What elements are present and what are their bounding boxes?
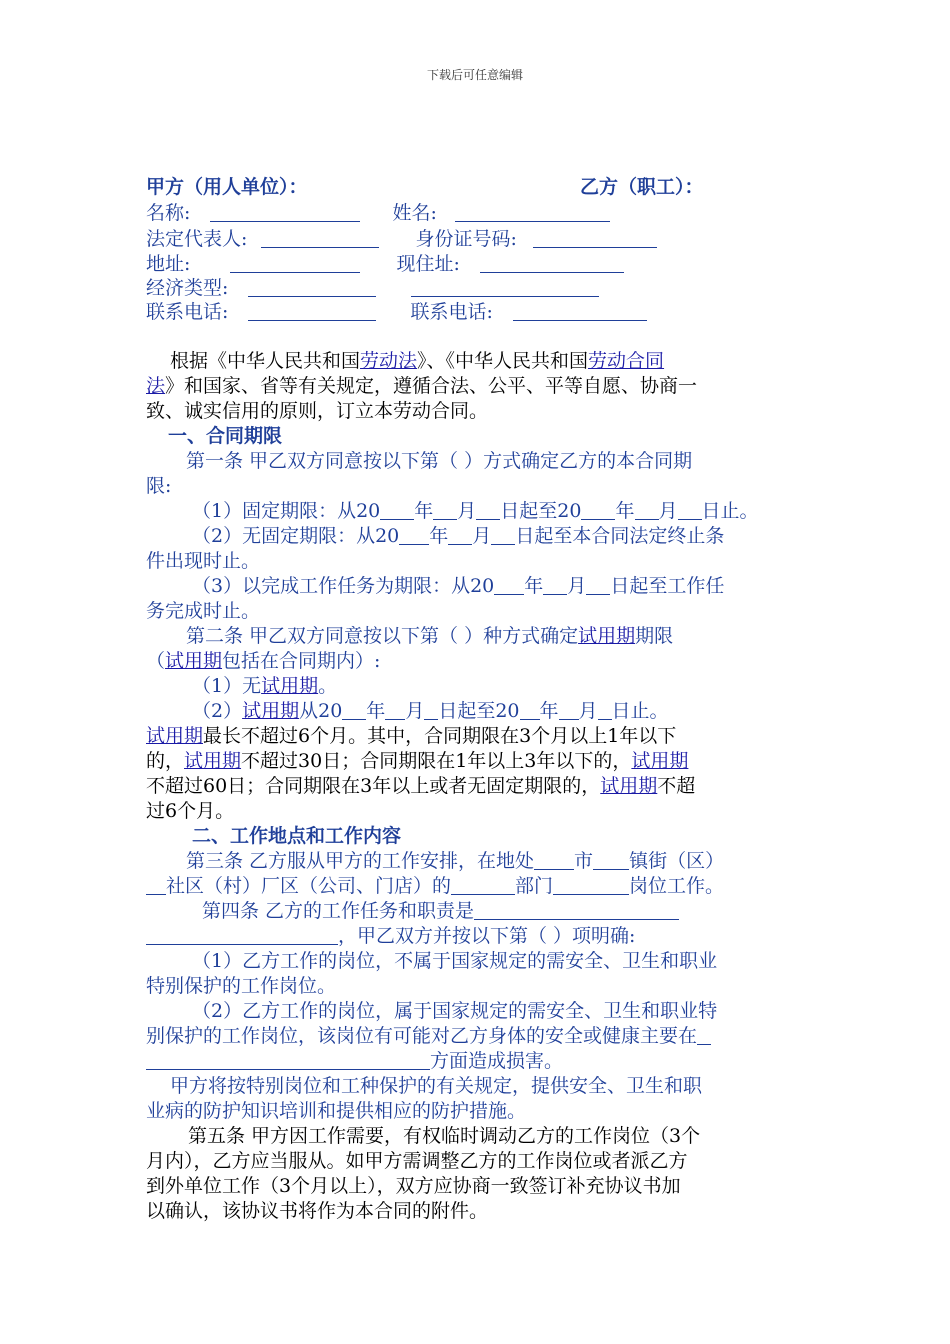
probation-note-line-2 xyxy=(146,749,688,773)
id-number-label: 身份证号码: xyxy=(415,228,517,250)
option-2-open-term xyxy=(192,524,724,548)
id-number-blank[interactable] xyxy=(533,229,657,248)
party-b-label: 乙方（职工）： xyxy=(580,176,704,198)
p-text: 从20 xyxy=(299,700,343,722)
labor-contract-law-link[interactable]: 劳动合同 xyxy=(588,350,665,372)
opt-text: 月 xyxy=(472,525,492,547)
art2-text: 期限 xyxy=(635,625,674,647)
p-text: （1）无 xyxy=(192,675,262,697)
protection-line-2: 业病的防护知识培训和提供相应的防护措施。 xyxy=(146,1100,527,1122)
art3-text: 第三条 乙方服从甲方的工作安排，在地处 xyxy=(186,850,535,872)
opt-text: 年 xyxy=(429,525,449,547)
section-1-title: 一、合同期限 xyxy=(168,425,283,447)
probation-option-1 xyxy=(192,674,337,698)
day-blank[interactable] xyxy=(598,701,612,720)
opt-text: 日起至工作任 xyxy=(610,575,725,597)
opt-text: （1）固定期限：从20 xyxy=(192,500,381,522)
party-b-extra-blank[interactable] xyxy=(411,278,599,297)
year-blank[interactable] xyxy=(520,701,540,720)
opt-text: （3）以完成工作任务为期限：从20 xyxy=(192,575,495,597)
name-row xyxy=(146,201,610,225)
day-blank[interactable] xyxy=(586,576,610,595)
item-1-line-2: 特别保护的工作岗位。 xyxy=(146,975,337,997)
duties-blank[interactable] xyxy=(474,901,679,920)
p-text: 日止。 xyxy=(611,700,669,722)
legal-rep-label: 法定代表人: xyxy=(146,228,248,250)
department-blank[interactable] xyxy=(451,876,515,895)
full-name-label: 姓名: xyxy=(392,202,437,224)
residence-label: 现住址: xyxy=(396,253,460,275)
p-text: 年 xyxy=(366,700,386,722)
intro-line-1 xyxy=(170,349,664,373)
p-text: 年 xyxy=(539,700,559,722)
labor-law-link[interactable]: 劳动法 xyxy=(360,350,418,372)
community-blank[interactable] xyxy=(146,876,166,895)
month-blank[interactable] xyxy=(559,701,579,720)
item-1-line-1: （1）乙方工作的岗位，不属于国家规定的需安全、卫生和职业 xyxy=(192,950,718,972)
labor-contract-law-link-cont[interactable]: 法 xyxy=(146,375,166,397)
duties-blank-cont[interactable] xyxy=(146,926,338,945)
phone-b-label: 联系电话: xyxy=(410,301,493,323)
article-4-line-2 xyxy=(146,924,635,948)
art3-text: 社区（村）厂区（公司、门店）的 xyxy=(166,875,452,897)
art3-text: 镇街（区） xyxy=(629,850,725,872)
probation-link[interactable]: 试用期 xyxy=(600,775,658,797)
full-name-blank[interactable] xyxy=(455,203,610,222)
year-blank[interactable] xyxy=(581,501,615,520)
page-header-note: 下载后可任意编辑 xyxy=(426,68,523,82)
day-blank[interactable] xyxy=(476,501,500,520)
art2-text: 第二条 甲乙双方同意按以下第（ ）种方式确定 xyxy=(186,625,579,647)
year-blank[interactable] xyxy=(399,526,429,545)
year-blank[interactable] xyxy=(380,501,414,520)
address-label: 地址: xyxy=(146,253,191,275)
position-blank[interactable] xyxy=(553,876,629,895)
article-2-line-1 xyxy=(186,624,673,648)
economic-type-row xyxy=(146,276,599,300)
p-text: 月 xyxy=(578,700,598,722)
opt-text: 月 xyxy=(567,575,587,597)
phone-a-blank[interactable] xyxy=(248,302,376,321)
art3-text: 岗位工作。 xyxy=(629,875,725,897)
option-1-fixed-term xyxy=(192,499,759,523)
address-blank[interactable] xyxy=(230,254,360,273)
note-text: 的， xyxy=(146,750,185,772)
legal-rep-row xyxy=(146,227,657,251)
address-row xyxy=(146,252,624,276)
intro-text: 根据《中华人民共和国 xyxy=(170,350,361,372)
article-3-line-1 xyxy=(186,849,724,873)
year-blank[interactable] xyxy=(342,701,366,720)
harm-blank-cont[interactable] xyxy=(146,1051,430,1070)
probation-link[interactable]: 试用期 xyxy=(184,750,242,772)
probation-link[interactable]: 试用期 xyxy=(631,750,689,772)
opt-text: 年 xyxy=(524,575,544,597)
day-blank[interactable] xyxy=(491,526,515,545)
option-3-task-term xyxy=(192,574,724,598)
phone-b-blank[interactable] xyxy=(513,302,647,321)
probation-note-line-1 xyxy=(146,724,676,748)
opt-text: 月 xyxy=(457,500,477,522)
p-text: （2） xyxy=(192,700,243,722)
residence-blank[interactable] xyxy=(480,254,624,273)
intro-line-2 xyxy=(146,374,697,398)
intro-text: 》和国家、省等有关规定，遵循合法、公平、平等自愿、协商一 xyxy=(165,375,698,397)
opt-text: 月 xyxy=(658,500,678,522)
opt-text: 日止。 xyxy=(701,500,759,522)
phone-a-label: 联系电话: xyxy=(146,301,229,323)
note-text: 不超过30日；合同期限在1年以上3年以下的， xyxy=(241,750,632,772)
name-blank[interactable] xyxy=(210,203,360,222)
probation-option-2 xyxy=(192,699,669,723)
year-blank[interactable] xyxy=(494,576,524,595)
article-4-line-1 xyxy=(202,899,679,923)
probation-link[interactable]: 试用期 xyxy=(261,675,319,697)
intro-line-3: 致、诚实信用的原则，订立本劳动合同。 xyxy=(146,400,489,422)
article-5-line-2: 月内），乙方应当服从。如甲方需调整乙方的工作岗位或者派乙方 xyxy=(146,1150,688,1172)
article-5-line-1: 第五条 甲方因工作需要，有权临时调动乙方的工作岗位（3个 xyxy=(188,1125,701,1147)
note-text: 不超 xyxy=(657,775,696,797)
art2-text: （ xyxy=(146,650,166,672)
harm-blank[interactable] xyxy=(697,1026,711,1045)
item2-text: 方面造成损害。 xyxy=(430,1050,564,1072)
p-text: 日起至20 xyxy=(438,700,520,722)
opt-text: 年 xyxy=(615,500,635,522)
phone-row xyxy=(146,300,647,324)
intro-text: 》、《中华人民共和国 xyxy=(417,350,589,372)
legal-rep-blank[interactable] xyxy=(261,229,379,248)
economic-type-blank[interactable] xyxy=(248,278,376,297)
probation-link[interactable]: 试用期 xyxy=(165,650,223,672)
art3-text: 部门 xyxy=(515,875,554,897)
month-blank[interactable] xyxy=(448,526,472,545)
opt-text: 年 xyxy=(414,500,434,522)
art3-text: 市 xyxy=(574,850,594,872)
day-blank[interactable] xyxy=(678,501,702,520)
opt-text: （2）无固定期限：从20 xyxy=(192,525,400,547)
month-blank[interactable] xyxy=(635,501,659,520)
day-blank[interactable] xyxy=(424,701,438,720)
article-3-line-2 xyxy=(146,874,724,898)
section-2-title: 二、工作地点和工作内容 xyxy=(192,825,402,847)
p-text: 。 xyxy=(318,675,338,697)
economic-type-label: 经济类型: xyxy=(146,277,229,299)
month-blank[interactable] xyxy=(433,501,457,520)
option-3-line-2: 务完成时止。 xyxy=(146,600,261,622)
item-2-line-2 xyxy=(146,1024,711,1048)
opt-text: 日起至20 xyxy=(500,500,582,522)
item-2-line-3 xyxy=(146,1049,563,1073)
probation-link[interactable]: 试用期 xyxy=(146,725,204,747)
art2-text: 包括在合同期内）: xyxy=(222,650,381,672)
note-text: 最长不超过6个月。其中，合同期限在3个月以上1年以下 xyxy=(203,725,677,747)
party-a-label: 甲方（用人单位）： xyxy=(146,176,308,198)
article-5-line-3: 到外单位工作（3个月以上），双方应协商一致签订补充协议书加 xyxy=(146,1175,681,1197)
month-blank[interactable] xyxy=(385,701,405,720)
art4-text: ，甲乙双方并按以下第（ ）项明确: xyxy=(338,925,636,947)
note-text: 不超过60日；合同期限在3年以上或者无固定期限的， xyxy=(146,775,601,797)
month-blank[interactable] xyxy=(543,576,567,595)
p-text: 月 xyxy=(405,700,425,722)
probation-link[interactable]: 试用期 xyxy=(242,700,300,722)
item2-text: 别保护的工作岗位，该岗位有可能对乙方身体的安全或健康主要在 xyxy=(146,1025,698,1047)
article-5-line-4: 以确认，该协议书将作为本合同的附件。 xyxy=(146,1200,489,1222)
article-1-line-1: 第一条 甲乙双方同意按以下第（ ）方式确定乙方的本合同期 xyxy=(186,450,693,472)
article-2-line-2 xyxy=(146,649,380,673)
art4-text: 第四条 乙方的工作任务和职责是 xyxy=(202,900,475,922)
option-2-line-2: 件出现时止。 xyxy=(146,550,261,572)
probation-note-line-3 xyxy=(146,774,695,798)
probation-note-line-4: 过6个月。 xyxy=(146,800,235,822)
article-1-line-2: 限: xyxy=(146,475,172,497)
town-blank[interactable] xyxy=(593,851,629,870)
protection-line-1: 甲方将按特别岗位和工种保护的有关规定，提供安全、卫生和职 xyxy=(170,1075,703,1097)
probation-link[interactable]: 试用期 xyxy=(578,625,636,647)
name-label: 名称: xyxy=(146,202,191,224)
city-blank[interactable] xyxy=(534,851,574,870)
opt-text: 日起至本合同法定终止条 xyxy=(515,525,725,547)
item-2-line-1: （2）乙方工作的岗位，属于国家规定的需安全、卫生和职业特 xyxy=(192,1000,718,1022)
